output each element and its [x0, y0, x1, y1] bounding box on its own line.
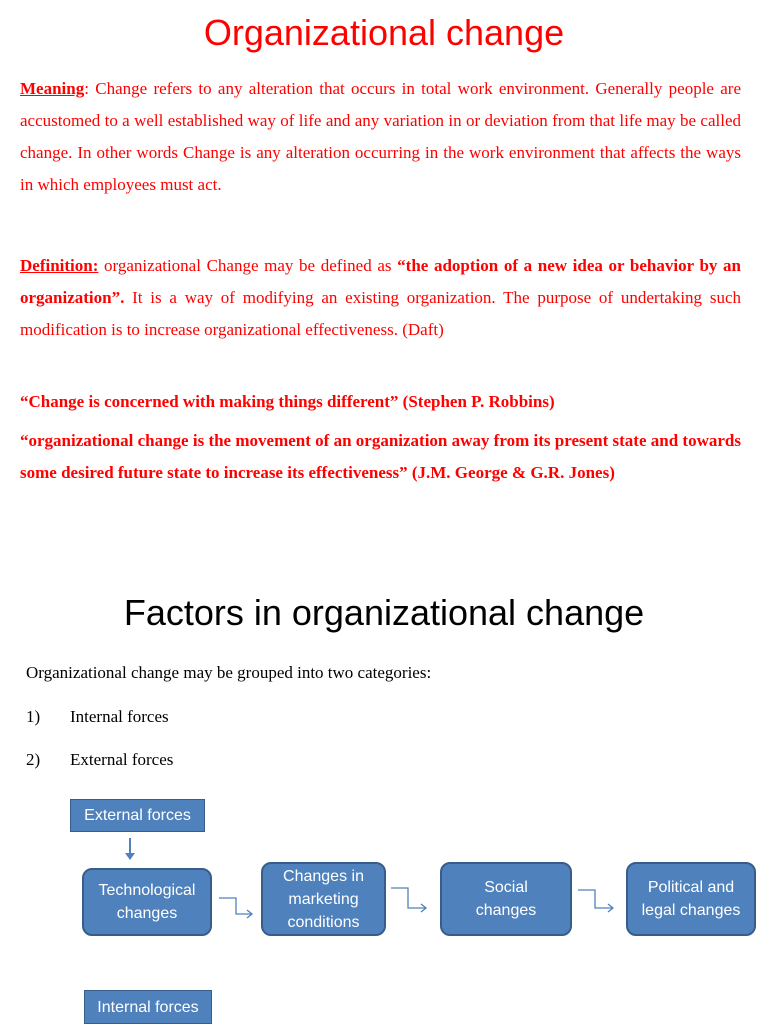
external-forces-box: External forces	[70, 799, 205, 832]
george-jones-quote: “organizational change is the movement of an organization away from its present state and towards some desired future state to increase its effectiveness” (J.M. George & G.R. Jones)	[20, 431, 741, 482]
page-title: Organizational change	[203, 12, 565, 53]
list-item-number: 2)	[26, 750, 41, 769]
elbow-arrow-icon	[219, 898, 252, 918]
section-title: Factors in organizational change	[123, 592, 645, 633]
definition-quote: “the adoption of a new idea or behavior by an organization”.	[20, 256, 742, 307]
robbins-quote: “Change is concerned with making things different” (Stephen P. Robbins)	[20, 392, 555, 411]
elbow-arrow-icon	[391, 888, 426, 912]
marketing-conditions-box: Changes in marketing conditions	[261, 862, 386, 936]
list-item-number: 1)	[26, 707, 41, 726]
down-arrow-icon	[125, 838, 135, 860]
internal-forces-box: Internal forces	[84, 990, 212, 1024]
elbow-arrow-icon	[578, 890, 613, 912]
meaning-label: Meaning	[20, 79, 85, 98]
list-item-text: Internal forces	[70, 707, 169, 726]
political-legal-changes-box: Political and legal changes	[626, 862, 756, 936]
categories-intro: Organizational change may be grouped into two categories:	[26, 663, 432, 682]
definition-post: It is a way of modifying an existing organization. The purpose of undertaking such modification is to increase organizational effectiveness. (Daft)	[20, 288, 741, 339]
list-item-text: External forces	[70, 750, 174, 769]
technological-changes-box: Technological changes	[82, 868, 212, 936]
social-changes-box: Social changes	[440, 862, 572, 936]
definition-label: Definition:	[20, 256, 99, 275]
definition-pre: organizational Change may be defined as	[98, 256, 398, 275]
meaning-text: : Change refers to any alteration that occurs in total work environment. Generally people are accustomed to a well established way of life and any variation in or deviation from that life may be called change. In other words Change is any alteration occurring in the work environment that affects the ways in which employees must act.	[20, 79, 741, 194]
